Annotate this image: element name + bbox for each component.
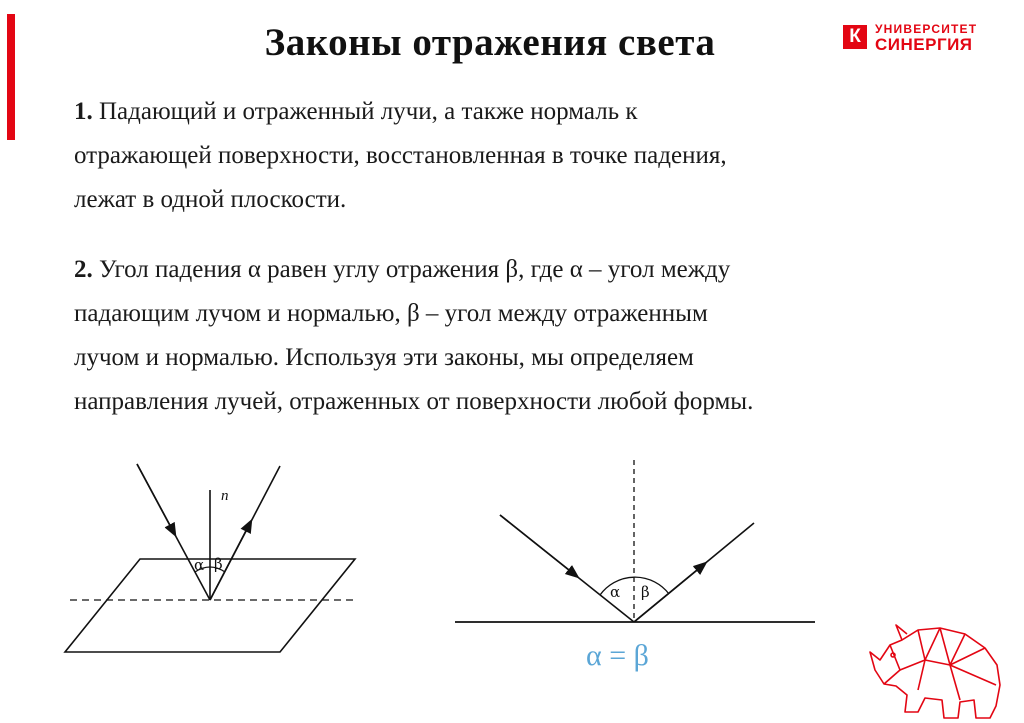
law-2-line: направления лучей, отраженных от поверхности любой формы. — [74, 388, 754, 415]
beta-label: β — [214, 555, 223, 573]
logo-mark-icon: К — [843, 25, 867, 49]
rhino-mascot-icon — [870, 625, 1000, 718]
alpha-label: α — [194, 556, 205, 574]
logo-line-2: СИНЕРГИЯ — [875, 35, 973, 54]
law-1-number: 1. — [74, 98, 93, 125]
right-reflection-diagram — [455, 460, 815, 672]
logo-line-1: УНИВЕРСИТЕТ — [875, 22, 978, 36]
law-1-line: 1. Падающий и отраженный лучи, а также нормаль к — [74, 98, 638, 125]
alpha-label: α — [610, 583, 621, 601]
left-reflection-diagram — [65, 464, 356, 652]
page-title: Законы отражения света — [264, 21, 716, 64]
law-2-line: падающим лучом и нормалью, β – угол между отраженным — [74, 300, 708, 327]
incident-ray-arrow — [500, 515, 574, 574]
law-2-number: 2. — [74, 256, 93, 283]
law-1-line: лежат в одной плоскости. — [74, 186, 347, 213]
law-1-line: отражающей поверхности, восстановленная в точке падения, — [74, 142, 727, 169]
formula-alpha-equals-beta: α = β — [586, 639, 649, 672]
law-2-line: лучом и нормалью. Используя эти законы, мы определяем — [74, 344, 694, 371]
law-2-line: 2. Угол падения α равен углу отражения β, где α – угол между — [74, 256, 731, 283]
incident-ray-arrow — [137, 464, 173, 531]
beta-label: β — [641, 583, 650, 601]
normal-label: n — [221, 488, 229, 504]
